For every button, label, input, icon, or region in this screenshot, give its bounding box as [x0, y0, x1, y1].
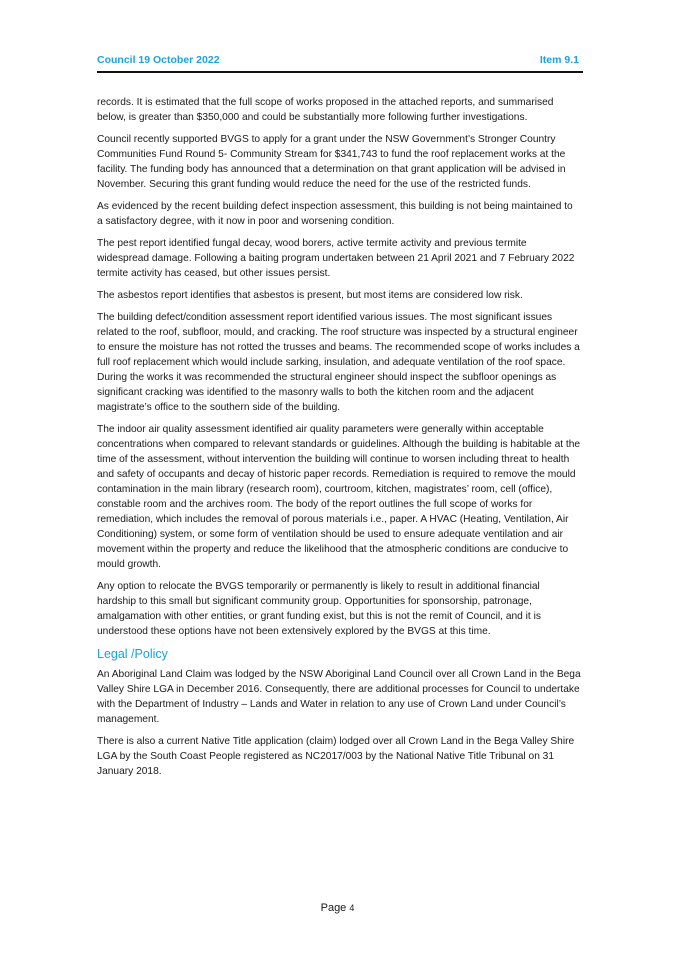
paragraph: The asbestos report identifies that asbestos is present, but most items are considered low risk. [97, 290, 523, 301]
paragraph: records. It is estimated that the full scope of works proposed in the attached reports, and summarised below, is greater than $350,000 and could be substantially more following further investigations. [97, 97, 554, 123]
paragraph: There is also a current Native Title application (claim) lodged over all Crown Land in the Bega Valley Shire LGA by the South Coast People registered as NC2017/003 by the National Native Title Tribunal on 31 January 2018. [97, 736, 575, 777]
page-footer [0, 902, 675, 914]
paragraph: An Aboriginal Land Claim was lodged by the NSW Aboriginal Land Council over all Crown Land in the Bega Valley Shire LGA in December 2016. Consequently, there are additional processes for Council to undertake with the Department of Industry – Lands and Water in relation to any use of Crown Land under Council’s management. [97, 669, 581, 725]
page-number: 4 [349, 903, 355, 913]
header-divider [97, 71, 583, 73]
section-heading: Legal /Policy [97, 647, 168, 661]
page-label: Page [320, 902, 347, 914]
document-body [97, 95, 581, 786]
page-header [97, 54, 579, 66]
paragraph: The indoor air quality assessment identified air quality parameters were generally within acceptable concentrations when compared to relevant standards or guidelines. Although the building is habitable at the time of the assessment, without intervention the building will continue to worsen including threat to health and safety of occupants and decay of historic paper records. Remediation is required to remove the mould contamination in the main library (research room), courtroom, kitchen, magistrates’ room, cell (office), constable room and the archives room. The body of the report outlines the full scope of works for remediation, which includes the removal of porous materials i.e., paper. A HVAC (Heating, Ventilation, Air Conditioning) system, or some form of ventilation should be used to ensure adequate ventilation and air movement within the property and reduce the likelihood that the atmospheric conditions are conducive to mould growth. [97, 424, 581, 570]
paragraph: Any option to relocate the BVGS temporarily or permanently is likely to result in additional financial hardship to this small but significant community group. Opportunities for sponsorship, patronage, amalgamation with other entities, or grant funding exist, but this is not the remit of Council, and it is understood these options have not been extensively explored by the BVGS at this time. [97, 581, 541, 637]
paragraph: Council recently supported BVGS to apply for a grant under the NSW Government’s Stronger Country Communities Fund Round 5- Community Stream for $341,743 to fund the roof replacement works at the facility. The funding body has announced that a determination on that grant application will be advised in November. Securing this grant funding would reduce the need for the use of the restricted funds. [97, 134, 566, 190]
paragraph: As evidenced by the recent building defect inspection assessment, this building is not being maintained to a satisfactory degree, with it now in poor and worsening condition. [97, 201, 573, 227]
paragraph: The pest report identified fungal decay, wood borers, active termite activity and previous termite widespread damage. Following a baiting program undertaken between 21 April 2021 and 7 February 2022 termite activity has ceased, but other issues persist. [97, 238, 575, 279]
meeting-date: Council 19 October 2022 [97, 54, 220, 66]
item-number: Item 9.1 [539, 54, 579, 66]
paragraph: The building defect/condition assessment report identified various issues. The most significant issues related to the roof, subfloor, mould, and cracking. The roof structure was inspected by a structural engineer to ensure the moisture has not rotted the trusses and beams. The recommended scope of works includes a full roof replacement which would include sarking, insulation, and adequate ventilation of the roof space. During the works it was recommended the structural engineer should inspect the subfloor openings as significant cracking was identified to the masonry walls to both the kitchen room and the adjacent magistrate’s office to the southern side of the building. [97, 312, 580, 413]
